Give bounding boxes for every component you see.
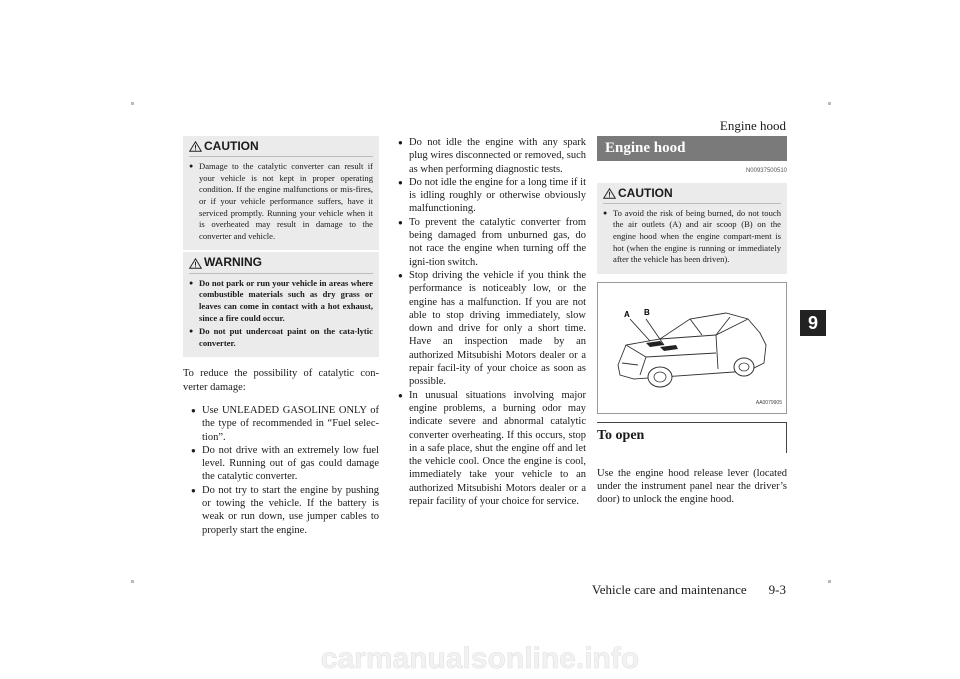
- crop-mark: [828, 102, 831, 105]
- list-item: ● In unusual situations involving major engine problems, a burning odor may indicate severe and abnormal catalytic converter overheating. If this occurs, stop in a safe place, shut the engine off and let the vehicle cool. Once the engine is cool, immediately take your vehicle to an authorized Mitsubishi Motors dealer or a repair facility of your choice for service.: [398, 389, 586, 509]
- list-item: ● Do not try to start the engine by pushing or towing the vehicle. If the battery is weak or run down, use jumper cables to properly start the engine.: [191, 484, 379, 537]
- caution-label: CAUTION: [618, 185, 673, 200]
- footer-section: Vehicle care and maintenance: [591, 582, 747, 597]
- page-footer: [592, 582, 786, 598]
- caution-box: [597, 183, 787, 274]
- list-item: ● To prevent the catalytic converter from being damaged from unburned gas, do not race the engine when turning off the igni-tion switch.: [398, 216, 586, 269]
- list-item: ● Stop driving the vehicle if you think the performance is noticeably low, or the engine has a malfunction. If you are not able to stop driving immediately, slow down and drive for only a short time. Have an inspection made by an authorized Mitsubishi Motors dealer or a repair facil-ity of your choice as soon as possible.: [398, 269, 586, 389]
- column-2: [398, 136, 586, 508]
- caution-item: ● Damage to the catalytic converter can result if your vehicle is not kept in proper operating condition. If the engine malfunctions or mis-fires, or if your vehicle performance suffers, have it serviced promptly. Running your vehicle when it is overheated may result in damage to the converter and vehicle.: [189, 161, 373, 242]
- intro-paragraph: To reduce the possibility of catalytic con-verter damage:: [183, 368, 379, 393]
- warning-header: [189, 256, 373, 273]
- watermark-logo: [130, 640, 830, 676]
- list-item: ● Do not idle the engine for a long time if it is idling roughly or otherwise obviously malfunctioning.: [398, 176, 586, 216]
- caution-header: [189, 140, 373, 157]
- column-1: [183, 136, 379, 537]
- warning-triangle-icon: [603, 188, 616, 199]
- footer-page-number: 9-3: [768, 582, 786, 597]
- body-paragraph: Use the engine hood release lever (located under the instrument panel near the driver’s door) to unlock the engine hood.: [597, 467, 787, 506]
- caution-box: [183, 136, 379, 250]
- chapter-tab: 9: [800, 310, 826, 336]
- document-code: N00937500510: [745, 168, 787, 175]
- warning-item: ● Do not park or run your vehicle in areas where combustible materials such as dry grass or leaves can come in contact with a hot exhaust, since a fire could occur.: [189, 278, 373, 324]
- list-item: ● Do not idle the engine with any spark plug wires disconnected or removed, such as when performing diagnostic tests.: [398, 136, 586, 176]
- caution-item: ● To avoid the risk of being burned, do not touch the air outlets (A) and air scoop (B) on the engine hood when the engine compart-ment is hot (when the engine is running or immediately after the vehicle has been driven).: [603, 208, 781, 266]
- callout-label-a: A: [624, 309, 630, 319]
- crop-mark: [828, 580, 831, 583]
- car-icon: [598, 283, 786, 411]
- caution-label: CAUTION: [204, 139, 259, 153]
- page-header-title: Engine hood: [719, 118, 786, 133]
- warning-triangle-icon: [189, 141, 202, 152]
- crop-mark: [131, 102, 134, 105]
- list-item: ● Do not drive with an extremely low fuel level. Running out of gas could damage the catalytic converter.: [191, 444, 379, 484]
- list-item: ● Use UNLEADED GASOLINE ONLY of the type of recommended in “Fuel selec-tion”.: [191, 404, 379, 444]
- caution-header: [603, 187, 781, 204]
- figure-id: AA0079905: [755, 399, 782, 406]
- car-illustration: [597, 282, 787, 414]
- section-title: Engine hood: [597, 136, 787, 161]
- warning-triangle-icon: [189, 258, 202, 269]
- column-3: [597, 136, 787, 517]
- callout-label-b: B: [644, 307, 650, 317]
- crop-mark: [131, 580, 134, 583]
- warning-item: ● Do not put undercoat paint on the cata-lytic converter.: [189, 326, 373, 349]
- subsection-title: To open: [597, 422, 787, 453]
- watermark-text: carmanualsonline.info: [320, 642, 640, 675]
- warning-label: WARNING: [204, 255, 262, 270]
- warning-box: [183, 252, 379, 357]
